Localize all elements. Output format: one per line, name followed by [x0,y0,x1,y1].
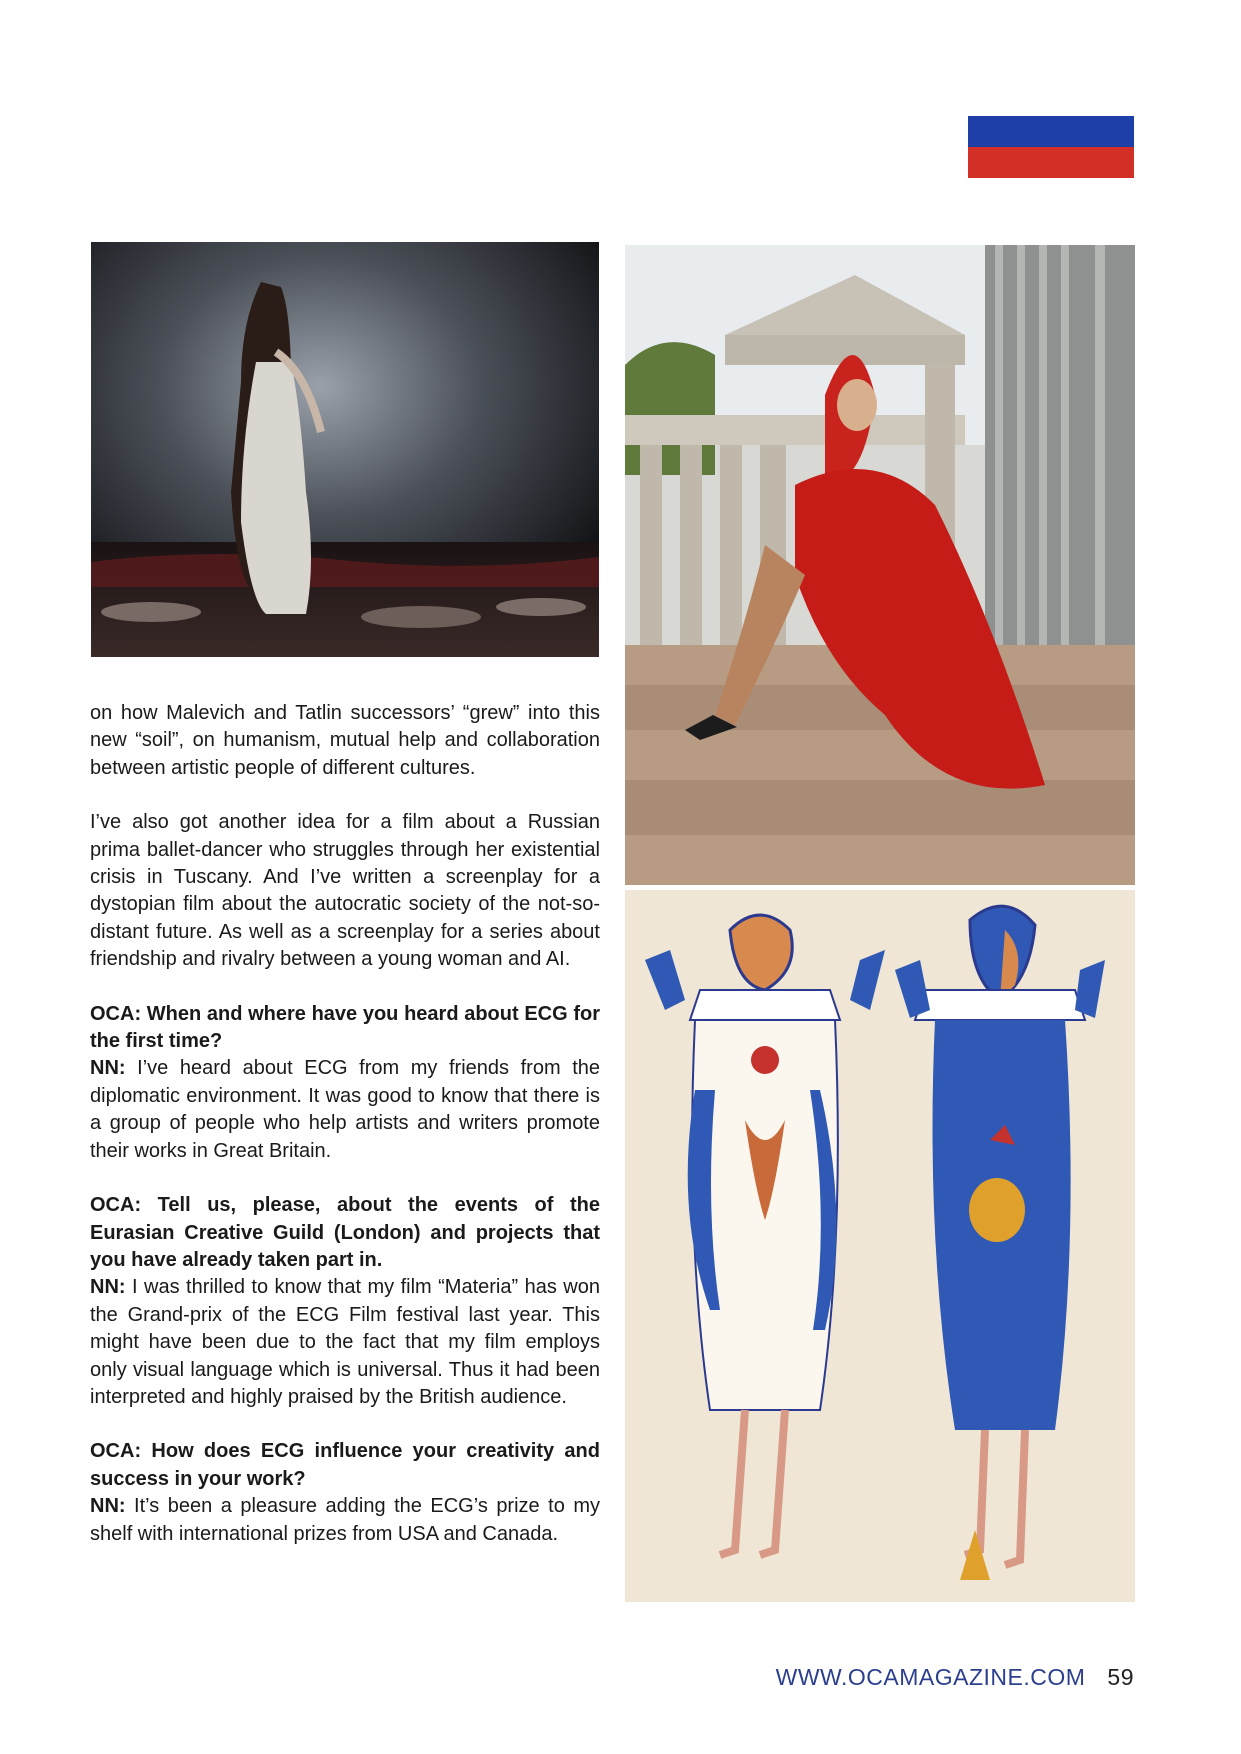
answer-3: It’s been a pleasure adding the ECG’s prize to my shelf with international prizes from USA and Canada. [90,1495,600,1545]
paragraph-1: on how Malevich and Tatlin successors’ “grew” into this new “soil”, on humanism, mutual help and collaboration between artistic people of different cultures. [90,702,600,779]
dancer-photo [91,242,599,657]
answer-2: I was thrilled to know that my film “Materia” has won the Grand-prix of the ECG Film festival last year. This might have been due to the fact that my film employs only visual language which is universal. Thus it had been interpreted and highly praised by the British audience. [90,1276,600,1408]
question-2: OCA: Tell us, please, about the events of the Eurasian Creative Guild (London) and projects that you have already taken part in. [90,1194,600,1271]
page-number: 59 [1107,1664,1134,1690]
article-body [90,700,600,1575]
qa-3 [90,1438,600,1548]
qa-2 [90,1192,600,1411]
magazine-url[interactable]: WWW.OCAMAGAZINE.COM [775,1664,1086,1690]
flag-red-band [968,147,1134,178]
answer-3-label: NN: [90,1495,126,1518]
question-3: OCA: How does ECG influence your creativity and success in your work? [90,1440,600,1490]
flag-blue-band [968,116,1134,147]
answer-2-label: NN: [90,1276,126,1299]
answer-1-label: NN: [90,1057,126,1080]
paragraph-2: I’ve also got another idea for a film about a Russian prima ballet-dancer who struggles through her existential crisis in Tuscany. And I’ve written a screenplay for a dystopian film about the autocratic society of the not-so-distant future. As well as a screenplay for a series about friendship and rivalry between a young woman and AI. [90,811,600,971]
answer-1: I’ve heard about ECG from my friends from the diplomatic environment. It was good to know that there is a group of people who help artists and writers promote their works in Great Britain. [90,1057,600,1162]
page-footer [700,1664,1134,1691]
qa-1 [90,1001,600,1165]
question-1: OCA: When and where have you heard about ECG for the first time? [90,1002,600,1053]
red-dress-photo [625,245,1135,885]
costume-sketch [625,890,1135,1602]
russian-flag [968,116,1134,178]
